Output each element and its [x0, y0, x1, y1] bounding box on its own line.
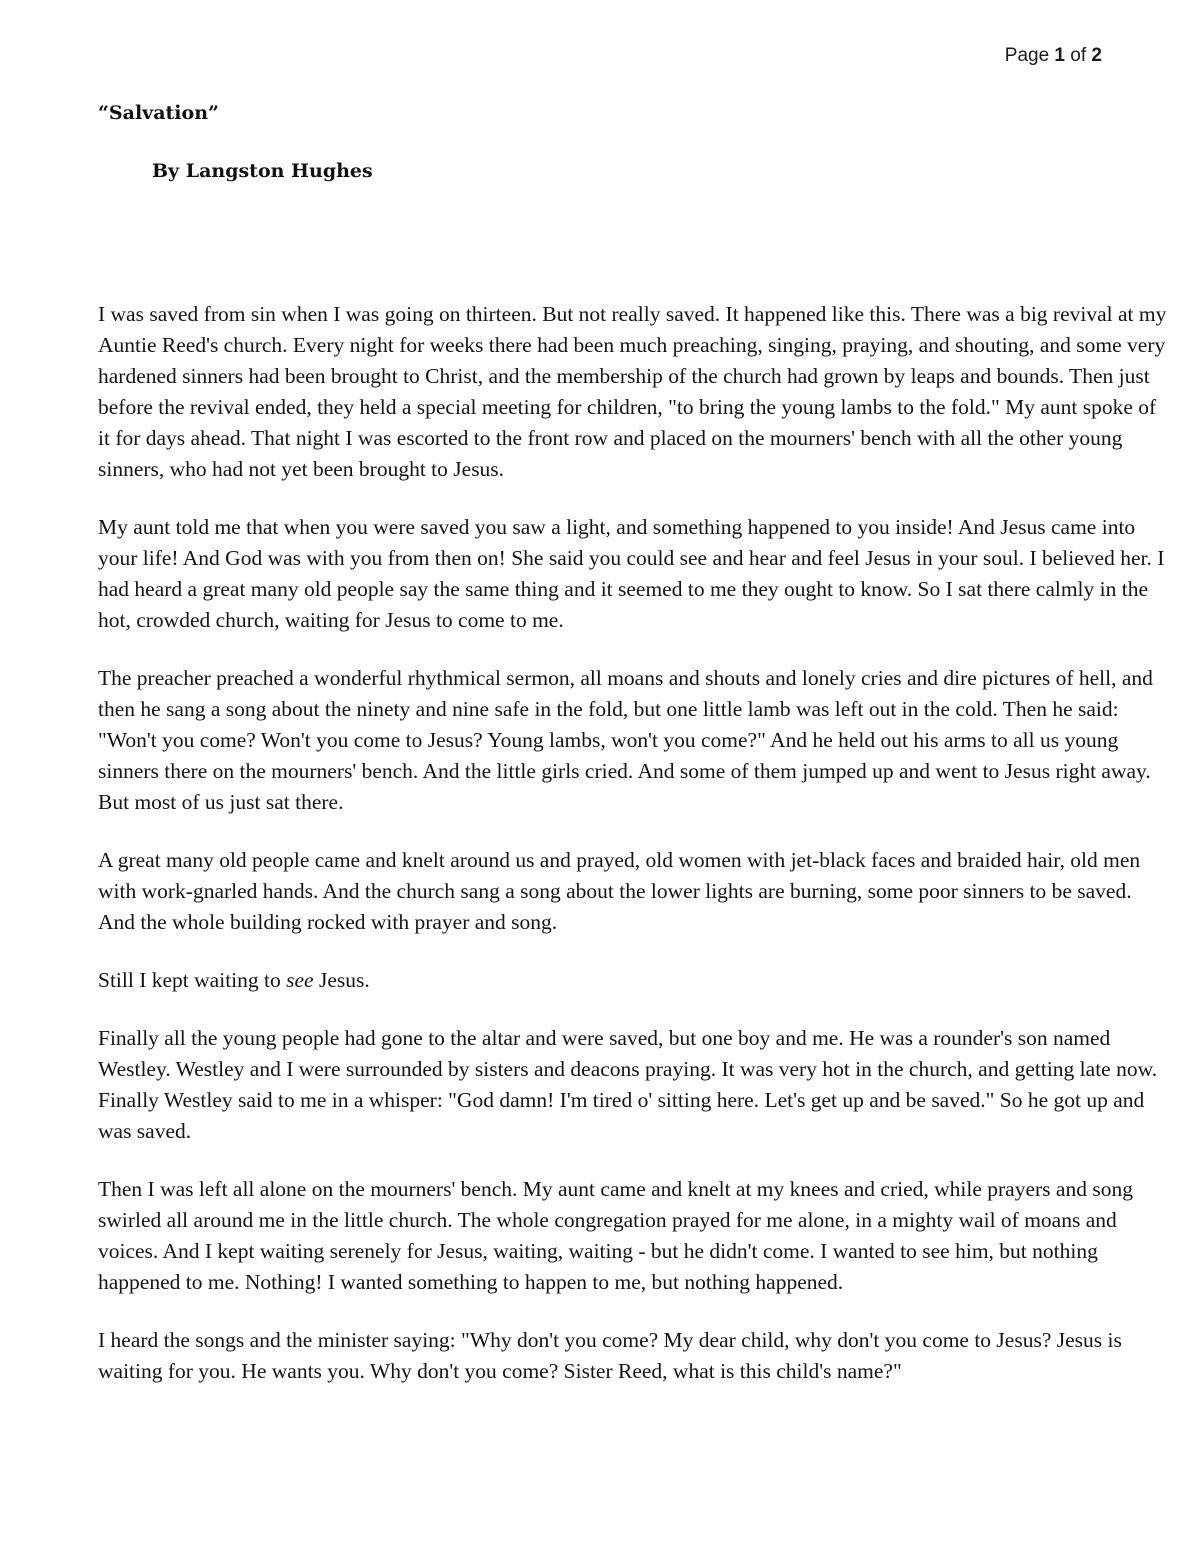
paragraph: Then I was left all alone on the mourners' bench. My aunt came and knelt at my knees and cried, while prayers and song swirled all around me in the little church. The whole congregation prayed for me alone, in a mighty wail of moans and voices. And I kept waiting serenely for Jesus, waiting, waiting - but he didn't come. I wanted to see him, but nothing happened to me. Nothing! I wanted something to happen to me, but nothing happened.	[98, 1177, 1133, 1294]
paragraph: Finally all the young people had gone to the altar and were saved, but one boy and me. He was a rounder's son named Westley. Westley and I were surrounded by sisters and deacons praying. It was very hot in the church, and getting late now. Finally Westley said to me in a whisper: "God damn! I'm tired o' sitting here. Let's get up and be saved." So he got up and was saved.	[98, 1026, 1158, 1143]
paragraph: I heard the songs and the minister saying: "Why don't you come? My dear child, why don't you come to Jesus? Jesus is waiting for you. He wants you. Why don't you come? Sister Reed, what is this child's name?"	[98, 1328, 1122, 1383]
still-waiting-emphasis: see	[286, 968, 314, 992]
paragraph-still-waiting	[98, 965, 1170, 996]
still-waiting-before: Still I kept waiting to	[98, 968, 287, 992]
page-total: 2	[1091, 45, 1102, 66]
document-body	[98, 299, 1170, 1414]
paragraph: I was saved from sin when I was going on thirteen. But not really saved. It happened like this. There was a big revival at my Auntie Reed's church. Every night for weeks there had been much preaching, singing, praying, and shouting, and some very hardened sinners had been brought to Christ, and the membership of the church had grown by leaps and bounds. Then just before the revival ended, they held a special meeting for children, "to bring the young lambs to the fold." My aunt spoke of it for days ahead. That night I was escorted to the front row and placed on the mourners' bench with all the other young sinners, who had not yet been brought to Jesus.	[98, 302, 1167, 481]
page-number-header	[1005, 45, 1102, 67]
paragraph: A great many old people came and knelt around us and prayed, old women with jet-black faces and braided hair, old men with work-gnarled hands. And the church sang a song about the lower lights are burning, some poor sinners to be saved. And the whole building rocked with prayer and song.	[98, 848, 1141, 934]
paragraph: The preacher preached a wonderful rhythmical sermon, all moans and shouts and lonely cries and dire pictures of hell, and then he sang a song about the ninety and nine safe in the fold, but one little lamb was left out in the cold. Then he said: "Won't you come? Won't you come to Jesus? Young lambs, won't you come?" And he held out his arms to all us young sinners there on the mourners' bench. And the little girls cried. And some of them jumped up and went to Jesus right away. But most of us just sat there.	[98, 666, 1153, 814]
document-title: “Salvation”	[98, 102, 219, 124]
still-waiting-after: Jesus.	[313, 968, 370, 992]
page-of-word: of	[1070, 45, 1087, 66]
paragraph: My aunt told me that when you were saved you saw a light, and something happened to you inside! And Jesus came into your life! And God was with you from then on! She said you could see and hear and feel Jesus in your soul. I believed her. I had heard a great many old people say the same thing and it seemed to me they ought to know. So I sat there calmly in the hot, crowded church, waiting for Jesus to come to me.	[98, 515, 1165, 632]
document-author: By Langston Hughes	[152, 160, 373, 182]
page-current: 1	[1054, 45, 1065, 66]
page-word: Page	[1004, 45, 1050, 66]
